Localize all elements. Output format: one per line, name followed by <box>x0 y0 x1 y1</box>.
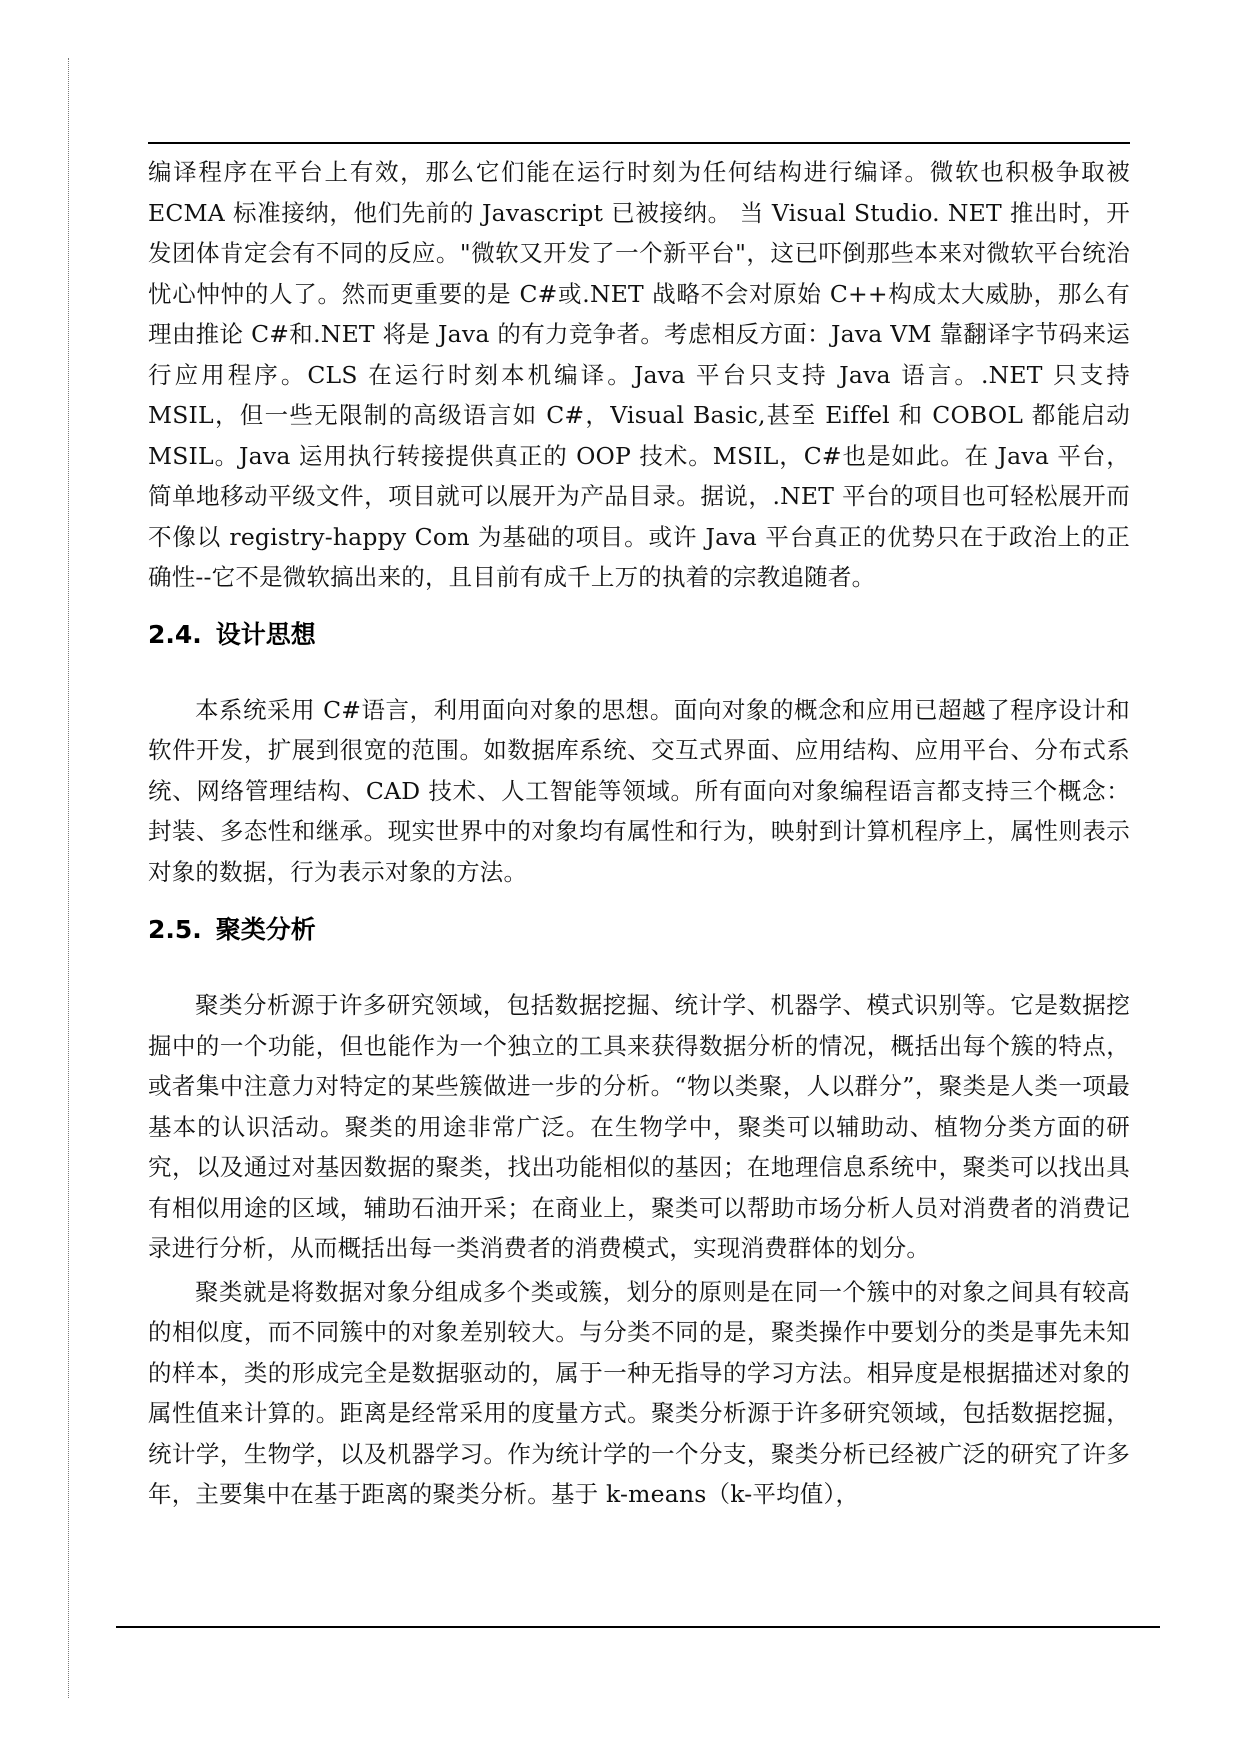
header-rule <box>148 142 1130 144</box>
section-2-5-paragraph-2: 聚类就是将数据对象分组成多个类或簇，划分的原则是在同一个簇中的对象之间具有较高的相似度，而不同簇中的对象差别较大。与分类不同的是，聚类操作中要划分的类是事先未知的样本，类的形成完全是数据驱动的，属于一种无指导的学习方法。相异度是根据描述对象的属性值来计算的。距离是经常采用的度量方式。聚类分析源于许多研究领域，包括数据挖掘，统计学，生物学，以及机器学习。作为统计学的一个分支，聚类分析已经被广泛的研究了许多年，主要集中在基于距离的聚类分析。基于 k-means（k-平均值）， <box>148 1277 1130 1508</box>
section-number: 2.4. <box>148 619 202 649</box>
document-body <box>148 152 1130 1515</box>
section-2-5-paragraph-1: 聚类分析源于许多研究领域，包括数据挖掘、统计学、机器学、模式识别等。它是数据挖掘中的一个功能，但也能作为一个独立的工具来获得数据分析的情况，概括出每个簇的特点，或者集中注意力对特定的某些簇做进一步的分析。“物以类聚，人以群分”，聚类是人类一项最基本的认识活动。聚类的用途非常广泛。在生物学中，聚类可以辅助动、植物分类方面的研究，以及通过对基因数据的聚类，找出功能相似的基因；在地理信息系统中，聚类可以找出具有相似用途的区域，辅助石油开采；在商业上，聚类可以帮助市场分析人员对消费者的消费记录进行分析，从而概括出每一类消费者的消费模式，实现消费群体的划分。 <box>148 991 1130 1262</box>
section-heading-2-4 <box>148 615 1130 655</box>
section-2-4-paragraph: 本系统采用 C#语言，利用面向对象的思想。面向对象的概念和应用已超越了程序设计和软件开发，扩展到很宽的范围。如数据库系统、交互式界面、应用结构、应用平台、分布式系统、网络管理结构、CAD 技术、人工智能等领域。所有面向对象编程语言都支持三个概念：封装、多态性和继承。现实世界中的对象均有属性和行为，映射到计算机程序上，属性则表示对象的数据，行为表示对象的方法。 <box>148 695 1130 886</box>
body-paragraph-continuation: 编译程序在平台上有效，那么它们能在运行时刻为任何结构进行编译。微软也积极争取被ECMA 标准接纳，他们先前的 Javascript 已被接纳。 当 Visual Studio. NET 推出时，开发团体肯定会有不同的反应。"微软又开发了一个新平台"，这已吓倒那些本来对微软平台统治忧心忡忡的人了。然而更重要的是 C#或.NET 战略不会对原始 C++构成太大威胁，那么有理由推论 C#和.NET 将是 Java 的有力竞争者。考虑相反方面：Java VM 靠翻译字节码来运行应用程序。CLS 在运行时刻本机编译。Java 平台只支持 Java 语言。.NET 只支持 MSIL，但一些无限制的高级语言如 C#，Visual Basic,甚至 Eiffel 和 COBOL 都能启动 MSIL。Java 运用执行转接提供真正的 OOP 技术。MSIL，C#也是如此。在 Java 平台，简单地移动平级文件，项目就可以展开为产品目录。据说，.NET 平台的项目也可轻松展开而不像以 registry-happy Com 为基础的项目。或许 Java 平台真正的优势只在于政治上的正确性--它不是微软搞出来的，且目前有成千上万的执着的宗教追随者。 <box>148 158 1130 591</box>
binding-margin-line <box>68 58 69 1698</box>
section-number: 2.5. <box>148 915 202 944</box>
footer-rule <box>116 1626 1160 1628</box>
section-title: 设计思想 <box>215 619 316 649</box>
section-title: 聚类分析 <box>215 915 316 944</box>
section-heading-2-5 <box>148 910 1130 950</box>
